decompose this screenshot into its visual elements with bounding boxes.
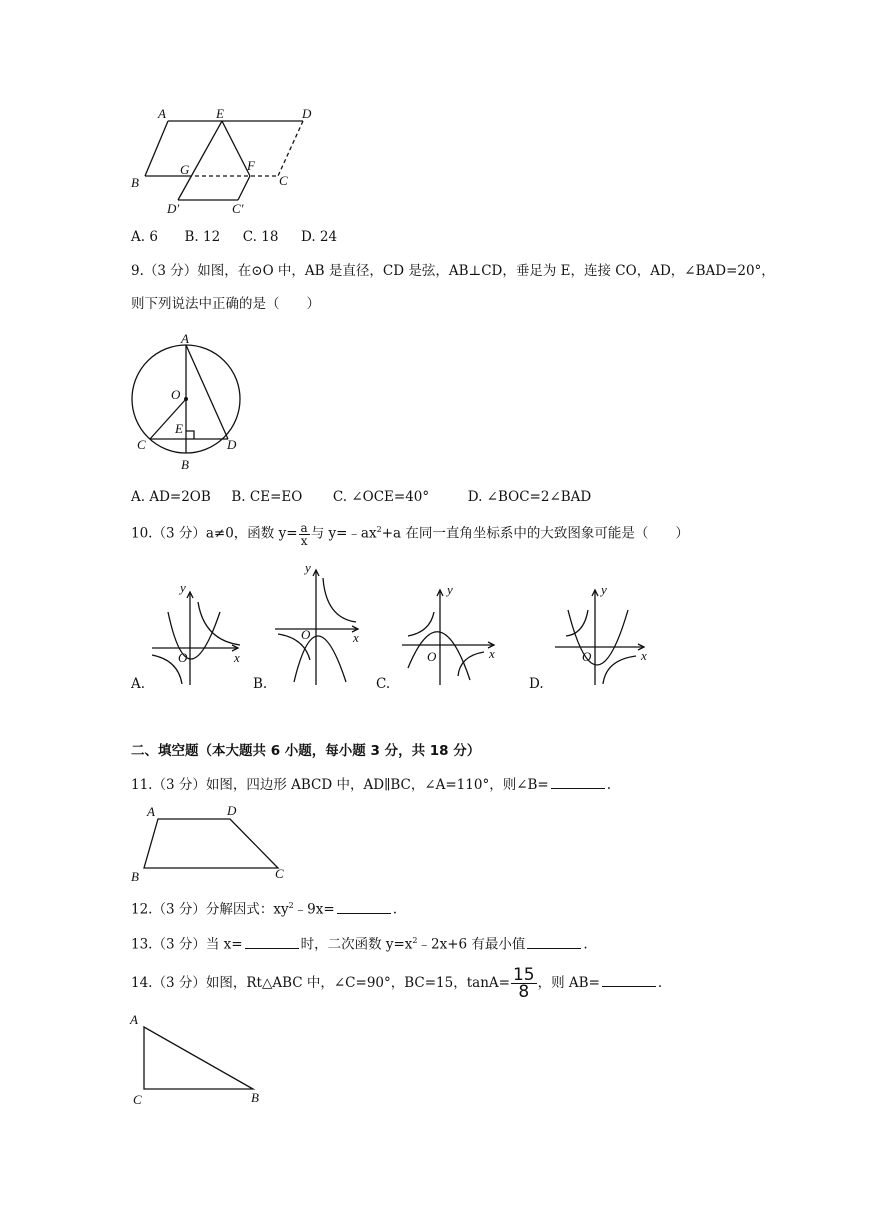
q11-label-a: A bbox=[147, 804, 155, 819]
q10-graph-b bbox=[275, 570, 358, 685]
q9-right-angle-mark bbox=[186, 431, 194, 439]
q11-answer-blank[interactable] bbox=[551, 774, 605, 789]
q10-exponent: 2 bbox=[376, 525, 382, 534]
q11-label-d: D bbox=[227, 803, 237, 818]
q13-x-blank[interactable] bbox=[245, 934, 299, 949]
q8-label-e: E bbox=[216, 106, 224, 121]
q10-graph-d bbox=[555, 590, 644, 685]
q10-a-label-y: y bbox=[180, 580, 186, 595]
q10-middle: 与 y=﹣ax bbox=[310, 525, 377, 542]
q14-fraction-denominator: 8 bbox=[518, 982, 530, 1002]
q8-option-a: A. 6 bbox=[131, 229, 158, 245]
q11-question bbox=[131, 774, 611, 794]
q10-option-b: B. bbox=[253, 676, 268, 692]
q12-question bbox=[131, 897, 397, 919]
q10-b-label-x: x bbox=[353, 630, 359, 645]
q8-edge-fc-prime bbox=[238, 176, 250, 200]
q12-suffix: ﹣9x= bbox=[293, 901, 335, 918]
q10-d-label-x: x bbox=[641, 648, 647, 663]
q8-edge-ef bbox=[222, 121, 250, 176]
q10-question bbox=[131, 521, 689, 547]
q14-label-a: A bbox=[130, 1012, 138, 1027]
q10-a-label-o: O bbox=[178, 650, 188, 665]
q9-question-line2: 则下列说法中正确的是（ ） bbox=[131, 296, 320, 312]
q8-label-b: B bbox=[131, 175, 139, 190]
q10-c-label-y: y bbox=[447, 582, 453, 597]
q12-end: . bbox=[392, 901, 397, 918]
q8-option-c: C. 18 bbox=[242, 229, 279, 245]
q14-fraction bbox=[511, 967, 537, 1000]
q14-question bbox=[131, 967, 662, 1000]
q13-exponent: 2 bbox=[412, 936, 418, 945]
q10-a-label-x: x bbox=[234, 650, 240, 665]
q9-option-d: D. ∠BOC=2∠BAD bbox=[467, 489, 592, 505]
q8-label-c-prime: C′ bbox=[232, 201, 244, 216]
q14-label-c: C bbox=[133, 1092, 142, 1107]
q10-option-c: C. bbox=[376, 676, 391, 692]
q9-segment-ad bbox=[186, 345, 228, 439]
q9-question-line1: 9.（3 分）如图，在⊙O 中，AB 是直径，CD 是弦，AB⊥CD，垂足为 E，连接 CO，AD，∠BAD=20°， bbox=[131, 263, 775, 279]
q9-label-c: C bbox=[137, 437, 146, 452]
q13-end: . bbox=[583, 936, 588, 953]
q9-label-e: E bbox=[175, 421, 183, 436]
q9-option-c: C. ∠OCE=40° bbox=[332, 489, 430, 505]
q8-edge-ab bbox=[145, 121, 168, 176]
q8-option-d: D. 24 bbox=[301, 229, 338, 245]
q9-label-o: O bbox=[171, 387, 181, 402]
q9-circle bbox=[132, 345, 240, 453]
q10-d-label-o: O bbox=[582, 649, 592, 664]
q9-segment-co bbox=[150, 399, 186, 439]
q10-prefix: 10.（3 分）a≠0，函数 y= bbox=[131, 525, 298, 542]
q9-label-d: D bbox=[227, 437, 237, 452]
q14-answer-blank[interactable] bbox=[602, 972, 656, 987]
q13-middle2: ﹣2x+6 有最小值 bbox=[417, 936, 526, 953]
section-2-heading: 二、填空题（本大题共 6 小题，每小题 3 分，共 18 分） bbox=[131, 743, 481, 759]
q8-options bbox=[131, 229, 337, 245]
q10-option-d: D. bbox=[529, 676, 544, 692]
q8-option-b: B. 12 bbox=[184, 229, 221, 245]
q12-prefix: 12.（3 分）分解因式：xy bbox=[131, 901, 289, 918]
q13-min-value-blank[interactable] bbox=[527, 934, 581, 949]
q8-edge-dc-dashed bbox=[278, 121, 303, 176]
q12-answer-blank[interactable] bbox=[337, 899, 391, 914]
q9-option-b: B. CE=EO bbox=[231, 489, 303, 505]
q8-label-d: D bbox=[302, 106, 312, 121]
q10-b-label-y: y bbox=[305, 560, 311, 575]
q14-triangle bbox=[144, 1027, 253, 1089]
q11-end: . bbox=[606, 777, 612, 793]
q10-c-label-x: x bbox=[489, 646, 495, 661]
q10-graph-a bbox=[152, 592, 240, 685]
q10-fraction-numerator: a bbox=[300, 520, 308, 535]
q10-fraction-denominator: x bbox=[300, 533, 308, 548]
q8-edge-ed-prime bbox=[178, 121, 222, 200]
q14-prefix: 14.（3 分）如图，Rt△ABC 中，∠C=90°，BC=15，tanA= bbox=[131, 975, 510, 991]
q10-fraction bbox=[299, 522, 310, 547]
q10-option-a: A. bbox=[131, 676, 146, 692]
q11-label-c: C bbox=[275, 866, 284, 881]
q14-label-b: B bbox=[251, 1090, 259, 1105]
q11-text: 11.（3 分）如图，四边形 ABCD 中，AD∥BC，∠A=110°，则∠B= bbox=[131, 777, 549, 793]
q11-label-b: B bbox=[131, 869, 139, 884]
q12-exponent: 2 bbox=[288, 901, 294, 910]
q9-center-point bbox=[184, 397, 188, 401]
q13-middle1: 时，二次函数 y=x bbox=[300, 936, 413, 953]
q13-question bbox=[131, 932, 588, 954]
q8-label-a: A bbox=[158, 106, 166, 121]
q10-c-label-o: O bbox=[427, 649, 437, 664]
q13-prefix: 13.（3 分）当 x= bbox=[131, 936, 243, 953]
q9-label-b: B bbox=[181, 457, 189, 472]
q10-graph-c bbox=[402, 590, 494, 685]
q10-suffix: +a 在同一直角坐标系中的大致图象可能是（ ） bbox=[381, 525, 689, 542]
q9-label-a: A bbox=[181, 331, 189, 346]
q10-d-label-y: y bbox=[601, 582, 607, 597]
q8-label-d-prime: D′ bbox=[167, 201, 180, 216]
q14-end: . bbox=[657, 975, 663, 991]
q10-b-label-o: O bbox=[301, 627, 311, 642]
q9-options bbox=[131, 489, 591, 505]
q14-fraction-numerator: 15 bbox=[512, 965, 535, 985]
q11-trapezoid bbox=[144, 819, 278, 868]
q8-label-c: C bbox=[279, 173, 288, 188]
q9-option-a: A. AD=2OB bbox=[131, 489, 211, 505]
q14-suffix: ，则 AB= bbox=[537, 975, 600, 991]
q8-label-f: F bbox=[247, 158, 255, 173]
q8-label-g: G bbox=[180, 162, 190, 177]
